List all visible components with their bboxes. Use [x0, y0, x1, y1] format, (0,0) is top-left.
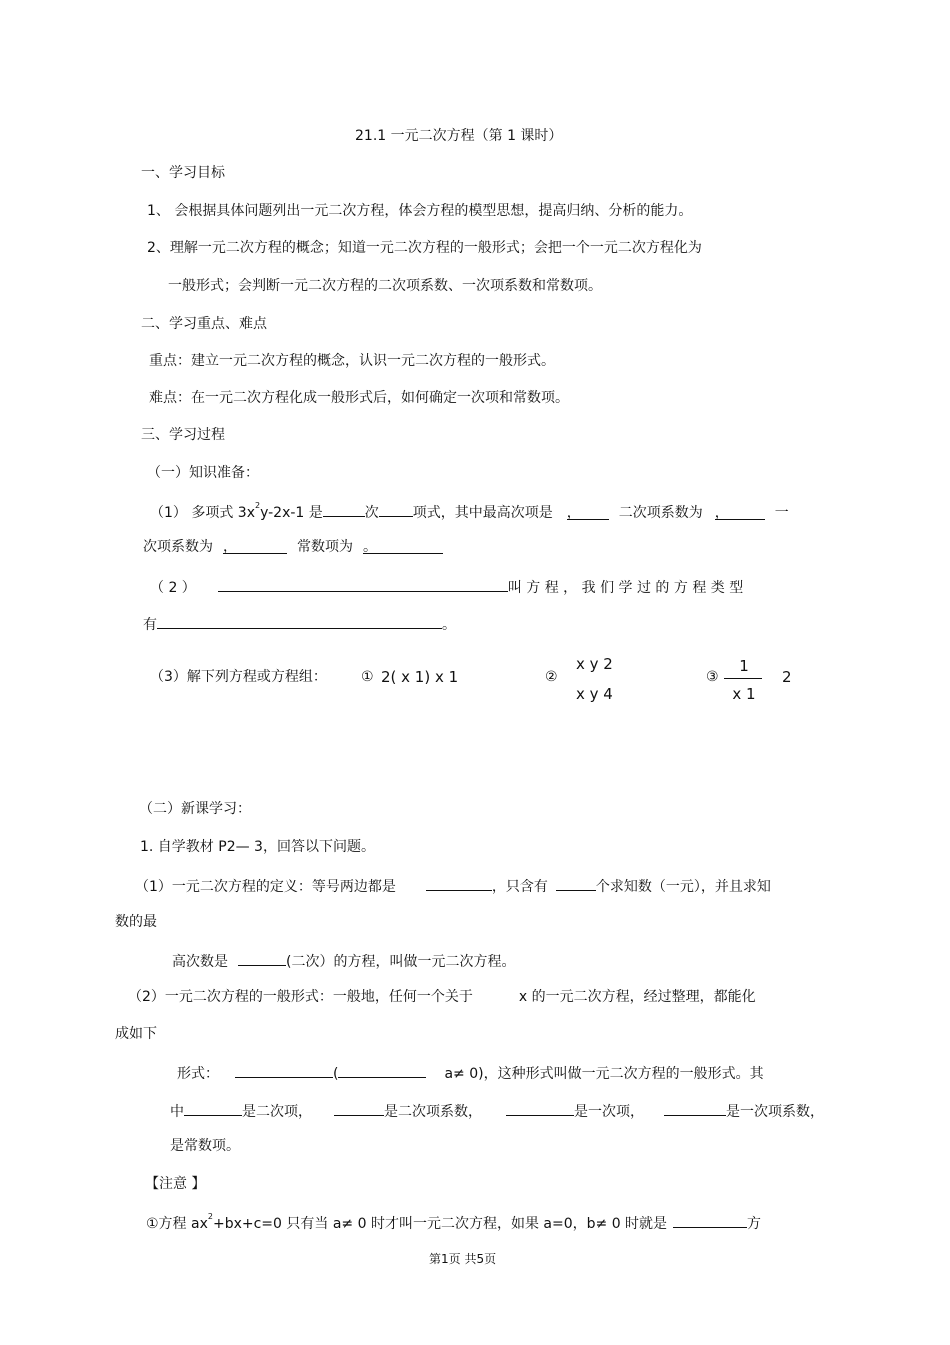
key-point: 重点：建立一元二次方程的概念，认识一元二次方程的一般形式。: [149, 353, 555, 369]
q2-text-a: （ 2 ）: [150, 580, 196, 596]
note-item-1: [146, 1212, 761, 1233]
system-eq-2: x y 4: [576, 685, 613, 703]
note-heading: 【注意 】: [145, 1176, 206, 1192]
gen-text-g: 是二次项，: [242, 1104, 312, 1120]
q2-text-d: 。: [442, 617, 456, 633]
blank-highest-term[interactable]: [567, 504, 609, 520]
general-form-line1: [128, 988, 756, 1006]
gen-text-b: x 的一元二次方程，经过整理，都能化: [518, 989, 756, 1005]
q1-text-f: 二次项系数为: [618, 505, 703, 521]
goal-item-2-line1: 2、理解一元二次方程的概念；知道一元二次方程的一般形式；会把一个一元二次方程化为: [147, 240, 702, 256]
blank-both-sides[interactable]: [426, 875, 492, 891]
difficult-point: 难点：在一元二次方程化成一般形式后，如何确定一次项和常数项。: [149, 390, 569, 406]
gen-text-e: a≠ 0)，这种形式叫做一元二次方程的一般形式。其: [444, 1066, 764, 1082]
q1-text-h: 一: [774, 505, 789, 521]
note-text-c: 方: [747, 1216, 762, 1232]
q1-text-e: ，: [566, 505, 581, 521]
blank-constant[interactable]: [363, 538, 443, 554]
definition-line2: 数的最: [115, 914, 157, 930]
q2-text-b: 叫 方 程 ， 我 们 学 过 的 方 程 类 型: [507, 580, 744, 596]
note-exponent: 2: [207, 1212, 213, 1221]
q1-exponent: 2: [255, 501, 261, 510]
blank-degree[interactable]: [323, 501, 365, 517]
question-3-label: （3）解下列方程或方程组：: [150, 669, 327, 685]
fraction-bar: [724, 678, 762, 679]
general-form-line2: 成如下: [115, 1026, 157, 1042]
fraction-denominator: x 1: [732, 685, 756, 703]
q1-text-j: ，: [223, 539, 237, 555]
blank-linear-coef[interactable]: [223, 538, 287, 554]
blank-quadratic-coefficient[interactable]: [334, 1100, 384, 1116]
circle-3: ③: [706, 669, 719, 685]
page-footer: 第1页 共5页: [429, 1252, 497, 1266]
general-form-line5: 是常数项。: [170, 1138, 240, 1154]
q1-text-g: ，: [714, 505, 729, 521]
goal-item-1: 1、 会根据具体问题列出一元二次方程，体会方程的模型思想，提高归纳、分析的能力。: [147, 203, 693, 219]
fraction-numerator: 1: [739, 657, 749, 675]
question-2-line1: [150, 576, 743, 597]
blank-linear-term[interactable]: [506, 1100, 574, 1116]
gen-text-f: 中: [170, 1104, 184, 1120]
circle-1: ①: [361, 669, 374, 685]
q1-text-i: 次项系数为: [143, 539, 213, 555]
question-1-line1: [150, 501, 789, 522]
section-heading-process: 三、学习过程: [141, 427, 225, 443]
goal-item-2-line2: 一般形式；会判断一元二次方程的二次项系数、一次项系数和常数项。: [168, 278, 602, 294]
blank-quadratic-term[interactable]: [184, 1100, 242, 1116]
circle-2: ②: [545, 669, 558, 685]
subsection-new-lesson: （二）新课学习：: [139, 801, 251, 817]
blank-condition[interactable]: [338, 1062, 426, 1078]
system-eq-1: x y 2: [576, 655, 613, 673]
section-heading-goals: 一、学习目标: [141, 165, 225, 181]
general-form-line3: [177, 1062, 764, 1083]
gen-text-h: 是二次项系数，: [384, 1104, 482, 1120]
blank-equation-types[interactable]: [157, 613, 442, 629]
q1-text-c: 次: [364, 505, 379, 521]
definition-line3: [172, 950, 515, 971]
general-form-line4: [170, 1100, 824, 1121]
blank-quadratic-coef[interactable]: [715, 504, 765, 520]
blank-term-count[interactable]: [379, 501, 413, 517]
equation-1: 2( x 1) x 1: [381, 668, 459, 686]
blank-highest-degree[interactable]: [238, 950, 286, 966]
blank-general-form[interactable]: [235, 1062, 333, 1078]
equation-3-rhs: 2: [782, 668, 792, 686]
def-text-f: (二次）的方程，叫做一元二次方程。: [286, 954, 516, 970]
gen-text-i: 是一次项，: [574, 1104, 644, 1120]
definition-line1: [135, 875, 771, 896]
def-text-c: 个求知数（一元），并且求知: [595, 879, 771, 895]
gen-text-a: （2）一元二次方程的一般形式：一般地，任何一个关于: [128, 989, 473, 1005]
q1-text-k: 常数项为: [297, 539, 353, 555]
page-title: 21.1 一元二次方程（第 1 课时）: [355, 128, 563, 144]
section-heading-keypoints: 二、学习重点、难点: [141, 316, 267, 332]
gen-text-c: 形式：: [177, 1066, 219, 1082]
blank-linear-coefficient[interactable]: [664, 1100, 726, 1116]
note-text-a: ①方程 ax: [146, 1216, 208, 1232]
q1-text-d: 项式，其中最高次项是: [412, 505, 553, 521]
blank-unknown-count[interactable]: [556, 875, 596, 891]
question-1-line2: [143, 538, 443, 556]
new-item-1: 1. 自学教材 P2— 3，回答以下问题。: [140, 839, 375, 855]
def-text-a: （1）一元二次方程的定义：等号两边都是: [135, 879, 396, 895]
q1-text-l: 。: [363, 539, 377, 555]
def-text-b: ，只含有: [491, 879, 548, 895]
q1-text-a: （1） 多项式 3x: [150, 505, 255, 521]
q1-text-b: y-2x-1 是: [260, 505, 323, 521]
subsection-prep: （一）知识准备：: [147, 465, 259, 481]
blank-equation-definition[interactable]: [218, 576, 508, 592]
note-text-b: +bx+c=0 只有当 a≠ 0 时才叫一元二次方程，如果 a=0，b≠ 0 时就是: [212, 1216, 668, 1232]
question-2-line2: [143, 613, 456, 634]
def-text-e: 高次数是: [172, 954, 228, 970]
gen-text-j: 是一次项系数，: [726, 1104, 824, 1120]
q2-text-c: 有: [143, 617, 157, 633]
gen-text-d: (: [333, 1066, 339, 1082]
blank-equation-kind[interactable]: [673, 1212, 747, 1228]
